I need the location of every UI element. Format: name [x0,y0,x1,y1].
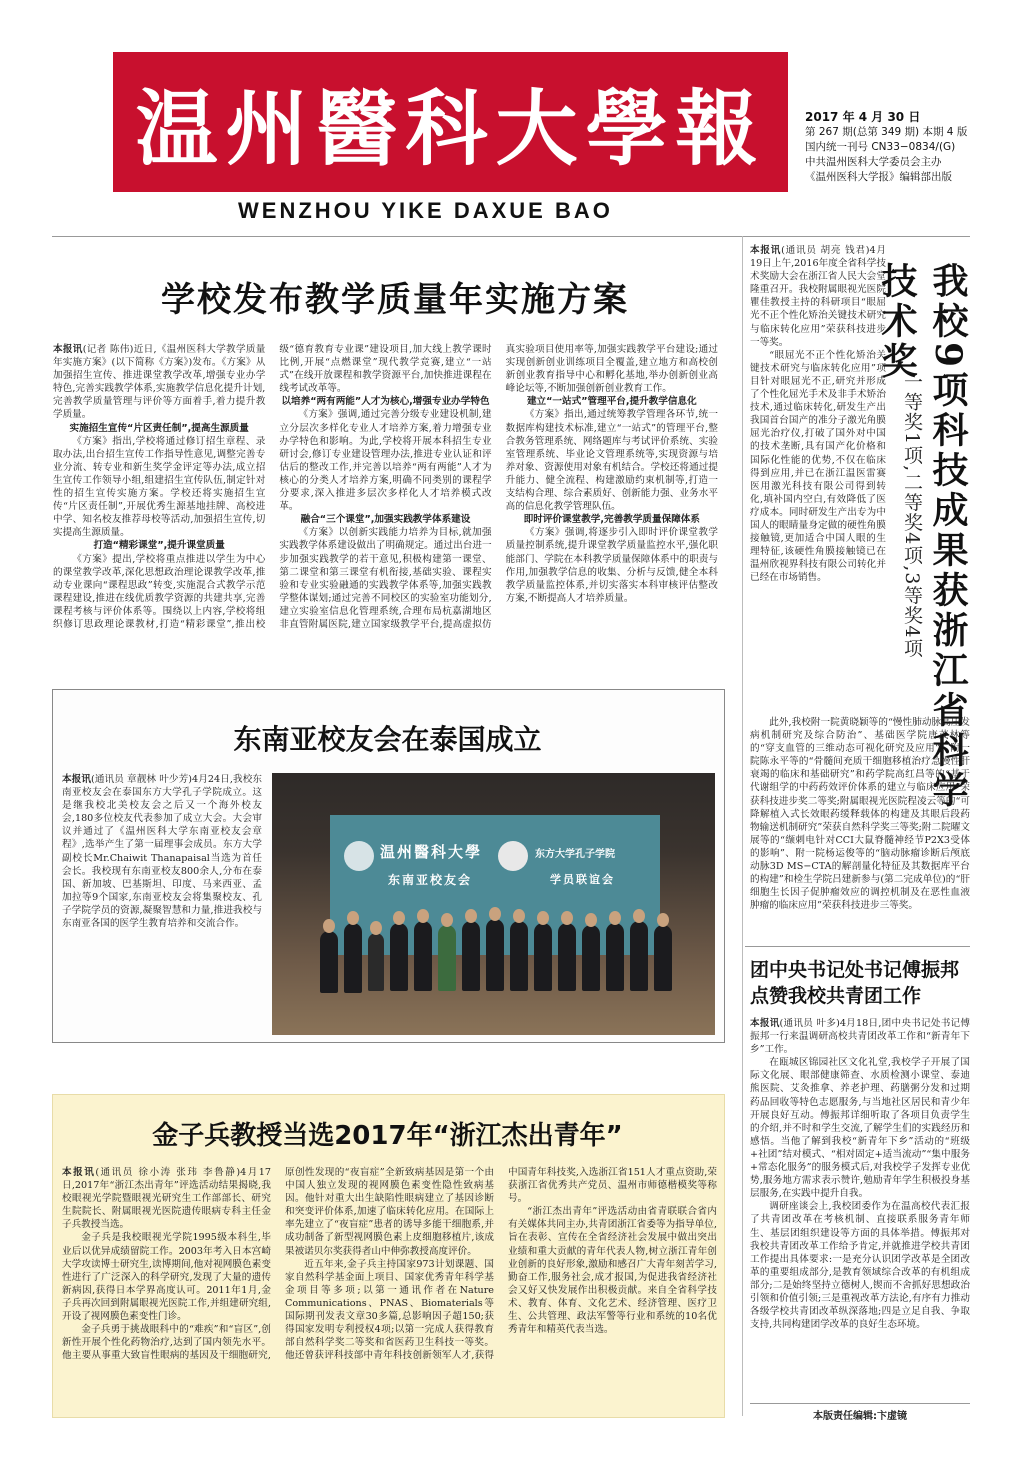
article4-body [750,244,886,584]
person [486,919,504,991]
article5-byline: (通讯员 叶多) [779,1018,840,1029]
article1-subhead: 融合“三个课堂”,加强实践教学体系建设 [300,514,471,526]
article1-reporter: 本报讯 [53,344,83,355]
person [462,921,480,991]
article1-paragraph: 《方案》提出,学校将重点推进以学生为中心的课堂教学改革,深化思想政治理论课教学改革,推动专业课向“课程思政”转变,实施混合式教学示范课程建设,推进在线优质教学资源的共建共享,完善课程考核与评价体系等。围绕以上内容,学校将组织修订思政理论课教材,打造“精彩课堂”,推出校级“德育教育专业课”建设项目,加大线上教学课时比例,开展“点燃课堂”现代教学竞赛,建立“一站式”在线开放课程和教学资源平台,加快推进课程在线考试改革等。 [53,344,492,630]
article1-headline: 学校发布教学质量年实施方案 [161,280,629,320]
article4-headline: 我校9项科技成果获浙江省科学技术奖 [876,262,969,812]
issue-serial: 国内统一刊号 CN33−0834/(G) [805,141,956,153]
article1-subhead: 实施招生宣传“片区责任制”,提高生源质量 [69,422,249,434]
article1-subhead: 以培养“两有两能”人才为核心,增强专业办学特色 [281,396,490,408]
person [390,923,408,991]
photo-banner-left-sub: 东南亚校友会 [388,873,473,887]
photo-banner-left: 温州醫科大學 [380,843,483,861]
person-head [489,907,501,921]
person [534,923,552,991]
person [438,925,456,991]
article3-paragraph: 近五年来,金子兵主持国家973计划课题、国家自然科学基金面上项目、国家优秀青年科学基金项目等多项;以第一通讯作者在Nature Communications、PNAS、Biomaterials等国际期刊发表文章30多篇,总影响因子超150;获得国家发明专利授权4项;以第一完成人获得教育部自然科学奖二等奖和省医药卫生科技一等奖。他还曾获评科技部中青年科技创新领军人才,获得中国青年科技奖,入选浙江省151人才重点资助,荣获浙江省优秀共产党员、温州市师德楷模奖等称号。 [285,1167,717,1362]
issue-publisher: 《温州医科大学报》编辑部出版 [805,171,952,183]
article3-paragraph: 金子兵是我校眼视光学院1995级本科生,毕业后以优异成绩留院工作。2003年考入日本宫崎大学攻读博士研究生,读博期间,他对视网膜色素变性进行了广泛深入的科学研究,发现了大量的遗传新病因,获得日本学界高度认可。2011年1月,金子兵再次回到附属眼视光医院工作,并组建研究组,开设了视网膜色素变性门诊。 [62,1232,271,1323]
person-head [633,909,645,923]
person-head [393,911,405,925]
article4-byline: (通讯员 胡亮 钱君) [781,245,870,256]
article1-paragraph: 《方案》以创新实践能力培养为目标,就加强实践教学体系建设做出了明确规定。通过出台进一步加强实践教学的若干意见,积极构建第一课堂、第二课堂和第三课堂有机衔接,基础实验、课程实验和专业实验融通的实践教学体系等,加强实践教学整体谋划;通过完善不同校区的实验室功能划分,建立实验室信息化管理系统,合理布局杭嘉湖地区非直管附属医院,建立国家级教学平台,提高虚拟仿真实验项目使用率等,加强实践教学平台建设;通过实现创新创业训练项目全覆盖,建立地方和高校创新创业教育指导中心和孵化基地,举办创新创业高峰论坛等,不断加强创新创业教育工作。 [279,344,718,630]
editor-credit: 本版责任编辑:卞虚镜 [750,1403,970,1422]
person-head [537,911,549,925]
article2-headline: 东南亚校友会在泰国成立 [233,723,542,756]
person [320,931,338,993]
person-head [441,913,453,927]
article5-reporter: 本报讯 [750,1018,780,1029]
article4-subheadline: 一等奖1项,二等奖4项,3等奖4项 [901,372,923,659]
article4-paragraph: “眼屈光不正个性化矫治关键技术研究与临床转化应用”项目针对眼屈光不正,研究并形成了个性化屈光手术及非手术矫治技术,通过临床转化,研发生产出我国首台国产的准分子激光角膜屈光治疗仪,打破了国外对中国的技术垄断,具有国产化价格和国际化性能的优势,不仅在临床得到应用,并已在浙江温医雷赛医用激光科技有限公司得到转化,填补国内空白,有效降低了医疗成本。同时研发生产出专为中国人的眼睛量身定做的硬性角膜接触镜,更加适合中国人眼的生理特征,该硬性角膜接触镜已在温州欣视界科技有限公司转化并已经在市场销售。 [750,349,886,584]
person [344,923,362,993]
newspaper-title: 温州醫科大學報 [135,80,766,177]
article1-byline: (记者 陈伟) [82,344,134,355]
person-head [609,911,621,925]
article1-paragraph: 《方案》指出,学校将通过修订招生章程、录取办法,出台招生宣传工作指导性意见,调整完善专业分流、转专业和新生奖学金评定等办法,成立招生宣传工作领导小组,组建招生宣传队伍,制定针对性的招生宣传实施方案。学校还将实施招生宣传“片区责任制”,开展优秀生源基地挂牌、高校进中学、知名校友推荐母校等活动,加强招生宣传,切实提高生源质量。 [53,435,266,539]
group-photo [272,773,715,1035]
article4-lead: 4月19日上午,2016年度全省科学技术奖励大会在浙江省人民大会堂隆重召开。我校附属眼视光医院瞿佳教授主持的科研项目“眼屈光不正个性化矫治关键技术研究与临床转化应用”荣获科技进步一等奖。 [750,245,886,348]
column-divider [742,236,743,1416]
article2-reporter: 本报讯 [62,774,92,785]
article4-paragraph: 此外,我校附一院黄晓颖等的“慢性肺动脉高压发病机制研究及综合防治”、基础医学院唐茂林等的“穿支血管的三维动态可视化研究及应用”、附一院陈永平等的“骨髓间充质干细胞移植治疗急慢性肝衰竭的临床和基础研究”和药学院高红昌等的“基于代谢组学的中药药效评价体系的建立与临床应用”荣获科技进步奖二等奖;附属眼视光医院程凌云等的“可降解植入式长效眼药缓释载体的构建及其眼后段药物输送机制研究”荣获自然科学奖三等奖;附二院曜文展等的“缬刺电针对CCI大鼠脊髓神经节P2X3受体的影响”、附一院杨运俊等的“脑动脉瘤诊断后颅底动脉3D MS−CTA的解剖量化特征及其数据库平台的构建”和检生学院吕建新参与(第二完成单位)的“肝细胞生长因子促肿瘤效应的调控机制及在恶性血液肿瘤的临床应用”荣获科技进步三等奖。 [750,717,970,912]
person-head [347,911,359,925]
article5-paragraph: 在瓯城区锦园社区文化礼堂,我校学子开展了国际文化展、眼部健康筛查、水质检测小课堂、泰迪熊医院、艾灸推拿、养老护理、药膳粥分发和过期药品回收等特色志愿服务,与当地社区居民和青少年开展良好互动。傅振邦详细听取了各项目负责学生的介绍,并不时和学生交流,了解学生们的实践经历和感悟。当他了解到我校“新青年下乡”活动的“班级+社团”结对模式、“相对固定+适当流动”“集中服务+常态化服务”的服务模式后,对我校学子发挥专业优势,服务地方需求表示赞许,勉励青年学生积极投身基层服务,在实践中提升自我。 [750,1057,970,1200]
article1-paragraph: 《方案》指出,通过统筹教学管理各环节,统一数据库构建技术标准,建立“一站式”的管理平台,整合教务管理系统、网络题库与考试评价系统、实验室管理系统、毕业论文管理系统等,实现资源与培养对象、资源使用对象有机结合。学校还将通过提升能力、健全流程、构建激励约束机制等,打造一支结构合理、综合素质好、创新能力强、业务水平高的信息化教学管理队伍。 [505,409,718,513]
issue-number: 第 267 期(总第 349 期) 本期 4 版 [805,126,968,138]
article1-paragraph: 《方案》强调,通过完善分级专业建设机制,建立分层次多样化专业人才培养方案,着力增强专业办学特色和影响。为此,学校将开展本科招生专业研讨会,修订专业建设管理办法,推进专业认证和评估后的整改工作,并完善以培养“两有两能”人才为核心的分类人才培养方案,明确不同类别的课程学分要求,深入推进多层次多样化人才培养模式改革。 [279,409,492,513]
issue-sponsor: 中共温州医科大学委员会主办 [805,156,942,168]
article1-subhead: 建立“一站式”管理平台,提升教学信息化 [526,396,697,408]
issue-info [805,110,1015,185]
article3-headline: 金子兵教授当选2017年“浙江杰出青年” [152,1121,623,1151]
article1-subhead: 即时评价课堂教学,完善教学质量保障体系 [523,514,700,526]
person-head [657,913,669,927]
person-head [370,921,382,935]
person [414,921,432,991]
article1-subhead: 打造“精彩课堂”,提升课堂质量 [93,540,225,552]
university-emblem [344,841,374,871]
person-head [465,909,477,923]
person [368,933,384,991]
person-head [561,911,573,925]
masthead-banner [113,52,788,192]
article5-body [750,1017,970,1331]
article1-lead: 近日,《温州医科大学教学质量年实施方案》(以下简称《方案》)发布。《方案》从加强招生宣传、推进课堂教学改革,增强专业办学特色,完善实践教学体系,实施教学信息化提升计划,完善教学质量管理与评价等方面着手,着力提升教学质量。 [53,344,266,421]
person-head [417,909,429,923]
newspaper-pinyin: WENZHOU YIKE DAXUE BAO [238,198,613,223]
article3-body [62,1166,717,1411]
article3-reporter: 本报讯 [62,1167,96,1178]
person [510,921,528,991]
article5-lead: 4月18日,团中央书记处书记傅振邦一行来温调研高校共青团改革工作和“新青年下乡”工作。 [750,1018,970,1056]
article5-paragraph: 调研座谈会上,我校团委作为在温高校代表汇报了共青团改革在考核机制、直接联系服务青年师生、基层团组织建设等方面的具体举措。傅振邦对我校共青团改革工作给予肯定,并就推进学校共青团工作提出具体要求:一是充分认识团学改革是全团改革的重要组成部分,是教育领域综合改革的有机组成部分;二是始终坚持立德树人,锲而不舍抓好思想政治引领和价值引领;三是重视改革方法论,有序有力推动各级学校共青团改革纵深落地;四是立足自我、争取支持,共同构建团学改革的良好生态环境。 [750,1201,970,1331]
article3-byline: (通讯员 徐小涛 张玮 李鲁静) [95,1167,241,1178]
photo-banner-right-sub: 学员联谊会 [550,873,615,886]
person-head [585,913,597,927]
person [582,925,600,991]
person-head [323,919,335,933]
person [558,923,576,991]
top-divider [52,236,970,237]
article3-paragraph: “浙江杰出青年”评选活动由省青联联合省内有关媒体共同主办,共青团浙江省委等为指导单位,旨在表彰、宣传在全省经济社会发展中做出突出业绩和重大贡献的青年代表人物,树立浙江青年创业创新的良好形象,激励和感召广大青年刻苦学习,勤奋工作,服务社会,成才报国,为促进我省经济社会又好又快发展作出积极贡献。来自全省科学技术、教育、体育、文化艺术、经济管理、医疗卫生、公共管理、政法军警等行业和系统的10名优秀青年和精英代表当选。 [508,1206,717,1336]
issue-date: 2017 年 4 月 30 日 [805,110,921,124]
person [606,923,624,991]
article1-body [53,343,718,659]
person [654,925,672,991]
article2-text: 4月24日,我校东南亚校友会在泰国东方大学孔子学院成立。这是继我校北美校友会之后又一个海外校友会,180多位校友代表参加了成立大会。大会审议并通过了《温州医科大学东南亚校友会章程》,选举产生了第一届理事会成员。东方大学副校长Mr.Chaiwit Thanapaisal当选为首任会长。我校现有东南亚校友800余人,分布在泰国、新加坡、巴基斯坦、印度、马来西亚、孟加拉等9个国家,东南亚校友会将集聚校友、孔子学院学员的资源,凝聚智慧和力量,推进我校与东南亚各国的医学生教育培养和交流合作。 [62,774,262,930]
article4-body-continued [750,716,970,912]
article2-byline: (通讯员 章靓林 叶少芳) [91,774,193,785]
photo-banner-right: 东方大学孔子学院 [535,849,615,860]
institute-emblem [498,841,528,871]
article3-lead: 4月17日,2017年“浙江杰出青年”评选活动结果揭晓,我校眼视光学院暨眼视光研究生工作部部长、研究生院院长、附属眼视光医院遗传眼病专科主任金子兵教授当选。 [62,1167,272,1231]
article3-paragraph: 金子兵勇于挑战眼科中的“难疾”和“盲区”,创新性开展个性化药物治疗,达到了国内领先水平。他主要从事重大致盲性眼病的基因及干细胞研究,原创性发现的“夜盲症”全新致病基因是第一个由中国人独立发现的视网膜色素变性隐性致病基因。他针对重大出生缺陷性眼病建立了基因诊断和突变评价体系,加速了临床转化应用。在国际上率先建立了“夜盲症”患者的诱导多能干细胞系,并成功制备了新型视网膜色素上皮细胞移植片,该成果被诺贝尔奖获得者山中伸弥教授高度评价。 [62,1167,494,1362]
article5-divider [745,946,970,947]
article5-headline: 团中央书记处书记傅振邦点赞我校共青团工作 [750,959,960,1007]
person-head [513,909,525,923]
article4-reporter: 本报讯 [750,245,782,256]
article1-paragraph: 《方案》强调,将逐步引入即时评价课堂教学质量控制系统,提升课堂教学质量监控水平,强化职能部门、学院在本科教学质量保障体系中的职责与作用,加强教学信息的收集、分析与反馈,健全本科教学质量监控体系,并切实落实本科审核评估整改方案,不断提高人才培养质量。 [505,527,718,604]
person [630,921,648,991]
article2-body [62,773,262,930]
